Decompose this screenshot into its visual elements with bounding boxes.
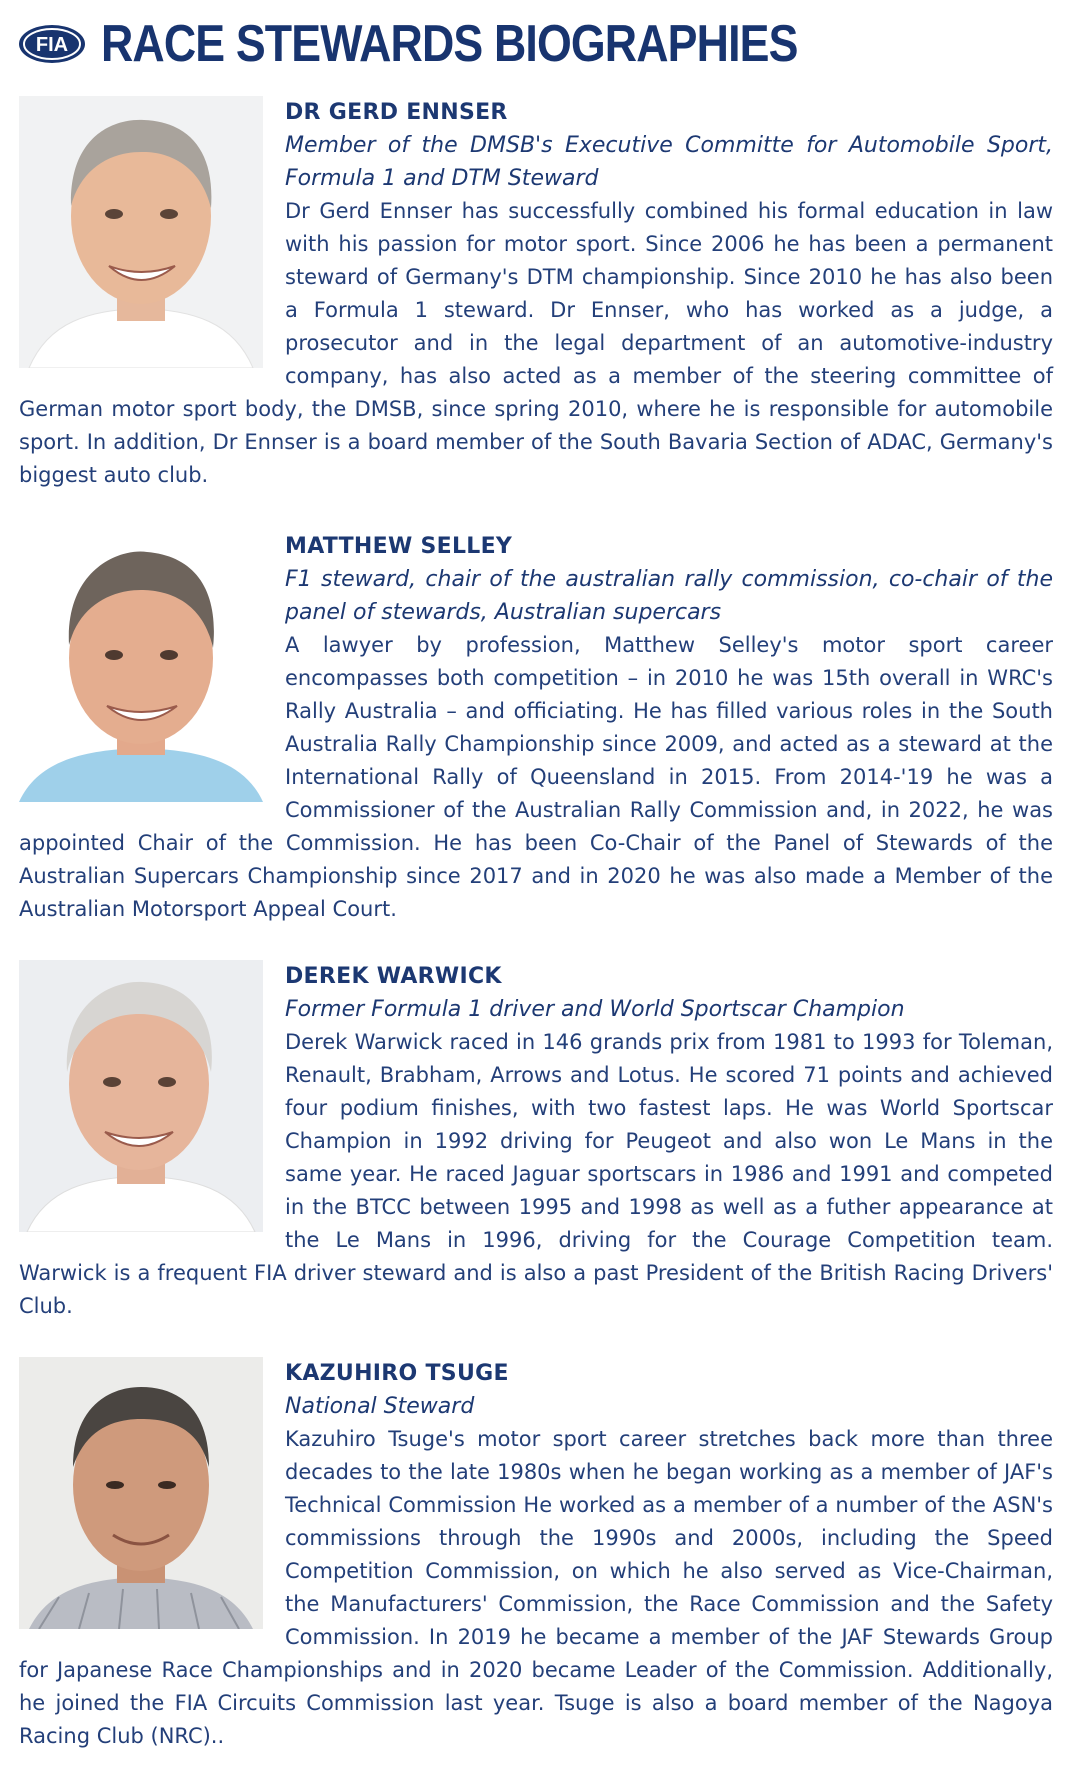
fia-logo-text: FIA (35, 34, 69, 56)
steward-bio-text: A lawyer by profession, Matthew Selley's motor sport career encompasses both competition – in 2010 he was 15th overall in WRC's Rally Australia – and officiating. He has filled various roles in the South Australia Rally Championship since 2009, and acted as a steward at the International Rally of Queensland in 2015. From 2014-'19 he was a Commissioner of the Australian Rally Commission and, in 2022, he was appointed Chair of the Commission. He has been Co-Chair of the Panel of Stewards of the Australian Supercars Championship since 2017 and in 2020 he was also made a Member of the Australian Motorsport Appeal Court. (19, 633, 1053, 921)
page-title: RACE STEWARDS BIOGRAPHIES (101, 15, 798, 73)
steward-bio (19, 960, 1053, 1323)
steward-role: National Steward (285, 1394, 475, 1419)
steward-photo (19, 96, 263, 368)
steward-name: DEREK WARWICK (285, 964, 502, 989)
portrait-image (19, 960, 263, 1232)
steward-name: DR GERD ENNSER (285, 100, 508, 125)
steward-role: Member of the DMSB's Executive Committe for Automobile Sport, Formula 1 and DTM Steward (285, 133, 1053, 191)
steward-bio-text: Dr Gerd Ennser has successfully combined his formal education in law with his passion for motor sport. Since 2006 he has been a permanent steward of Germany's DTM championship. Since 2010 he has also been a Formula 1 steward. Dr Ennser, who has worked as a judge, a prosecutor and in the legal department of an automotive-industry company, has also acted as a member of the steering committee of German motor sport body, the DMSB, since spring 2010, where he is responsible for automobile sport. In addition, Dr Ennser is a board member of the South Bavaria Section of ADAC, Germany's biggest auto club. (19, 199, 1053, 487)
portrait-image (19, 96, 263, 368)
portrait-image (19, 1357, 263, 1629)
steward-bio (19, 530, 1053, 926)
steward-role: F1 steward, chair of the australian rally commission, co-chair of the panel of stewards, Australian supercars (285, 567, 1053, 625)
portrait-image (19, 530, 263, 802)
steward-photo (19, 960, 263, 1232)
steward-bio (19, 96, 1053, 492)
steward-photo (19, 530, 263, 802)
steward-role: Former Formula 1 driver and World Sportscar Champion (285, 997, 905, 1022)
steward-photo (19, 1357, 263, 1629)
steward-name: KAZUHIRO TSUGE (285, 1361, 509, 1386)
page-header (17, 8, 911, 80)
fia-logo (17, 23, 87, 65)
steward-bio-text: Derek Warwick raced in 146 grands prix from 1981 to 1993 for Toleman, Renault, Brabham, Arrows and Lotus. He scored 71 points and achieved four podium finishes, with two fastest laps. He was World Sportscar Champion in 1992 driving for Peugeot and also won Le Mans in the same year. He raced Jaguar sportscars in 1986 and 1991 and competed in the BTCC between 1995 and 1998 as well as a futher appearance at the Le Mans in 1996, driving for the Courage Competition team. Warwick is a frequent FIA driver steward and is also a past President of the British Racing Drivers' Club. (19, 1030, 1053, 1318)
steward-bio (19, 1357, 1053, 1753)
steward-name: MATTHEW SELLEY (285, 534, 513, 559)
steward-bio-text: Kazuhiro Tsuge's motor sport career stretches back more than three decades to the late 1980s when he began working as a member of JAF's Technical Commission He worked as a member of a number of the ASN's commissions through the 1990s and 2000s, including the Speed Competition Commission, on which he also served as Vice-Chairman, the Manufacturers' Commission, the Race Commission and the Safety Commission. In 2019 he became a member of the JAF Stewards Group for Japanese Race Championships and in 2020 became Leader of the Commission. Additionally, he joined the FIA Circuits Commission last year. Tsuge is also a board member of the Nagoya Racing Club (NRC).. (19, 1427, 1053, 1748)
